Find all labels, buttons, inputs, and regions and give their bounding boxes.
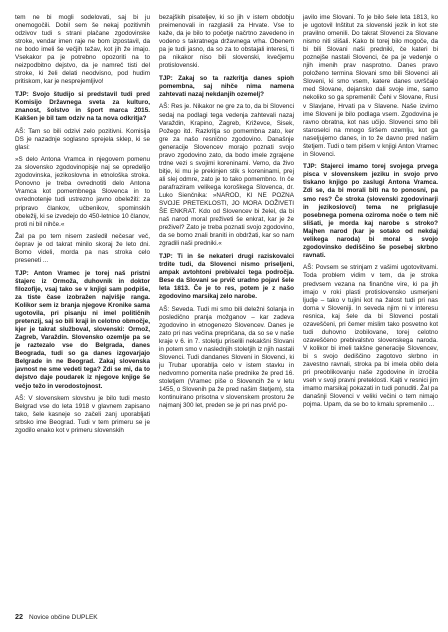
interview-question: TJP: Ti in še nekateri drugi raziskovalci trdite tudi, da Slovenci nismo priseljeni, ampak avtohtoni prebivalci tega področja. Bese da Slovani se prvič uradno pojavi šele leta 1813. Če je to res, potem je z našo zgodovino marsikaj zelo narobe. <box>159 252 294 301</box>
interview-question: TJP: Stajerci imamo torej svojega prvega pisca v slovenskem jeziku in svojo prvo tiskano knjigo po zaslugi Antona Vramca. Zdi se, da bi morali biti na to ponosni, pa smo res? Če stroka (slovenski zgodovinarji in jezikoslovci) tema ne priglasuje posebnega pomena oziroma noče o tem nič slišati, je morda kaj narobe s stroko? Majhen narod (kar je sotako od nekdaj velikega naroda) bi moral s svojo zgodovinsko dediščino še posebej skrbno ravnati. <box>303 163 438 259</box>
interview-answer: javilo ime Slovani. To je bilo šele leta 1813, ko je ugotovil Inštitut za slovenski jezik in kot ste pravilno omenili. Do takrat Slovenci za Slovane nismo niti slišali. Kako bi torej bilo mogoče, da bi bili Slovani naši predniki, če kateri bi poznejše nastali Slovenci, če pa je vedenje o njih imenih prav nasprotno. Danes pravo položeno termina Slovani smo bili Slovenci ali Sloveni, ki smo vsem, katere danes uvrščajo med Slovane, dejansko dali svoje ime, samo nekoliko so ga spremenili: Čehi v Slovane, Rusi v Slavjane, Hrvati pa v Slavene. Naše izvirno ime Sloveni je bilo podlaga vsem. Zgodovina je ravno obratna, kot nas učijo. Slovenci smo bili staroselci na mnogo širšem ozemlju, kot ga naseljujemo danes, in to že davno pred našim štetjem. Tudi o tem pišem v knjigi Anton Vramec in Slovenci. <box>303 14 438 158</box>
interview-answer: Žal pa po tem nisem zasledil nečesar več, čeprav je od takrat minilo skoraj že leto dni. Bomo videli, morda pa nas stroka celo preseneti ... <box>15 233 150 265</box>
interview-answer: AŠ: Res je. Nikakor ne gre za to, da bi Slovenci sedaj na podlagi tega vedenja zahtevali nazaj Varaždin, Krapino, Zagreb, Križevce, Sisek, Požego itd. Razkritja so pomembna zato, ker gre za našo resnično zgodovino. Današnje generacije Slovencev morajo poznati svojo pravo zgodovino zato, da bodo imele zgrajene trdne vezi s svojimi koreninami. Vemo, da živo bitje, ki mu je prekinjen stik s koreninami, prej ali slej odmre, zato je to tako pomembno. In če parafraziram velikega koroškega Slovenca, dr. Luko Sienčnika: »NAROD, KI NE POZNA SVOJE PRETEKLOSTI, JO MORA DOŽIVETI ŠE ENKRAT. Kdo od Slovencev bi želel, da bi naš narod moral preživeti še enkrat, kar je že preživel? Zato je treba poznati svojo zgodovino, da se bomo znali braniti in obdržati, kar so nam zgradili naši predniki.« <box>159 103 294 248</box>
publication-name: Novice občine DUPLEK <box>29 614 98 621</box>
interview-answer: AŠ: V slovenskem slovstvu je bilo tudi mesto Belgrad vse do leta 1918 v glavnem zapisano tako, šele kasneje so začeli zanj uporabljati srbsko ime Beograd. Tudi v tem primeru se je zgodilo enako kot v primeru slovenskih <box>15 395 150 435</box>
interview-answer: AŠ: Povsem se strinjam z vašimi ugotovitvami. Toda problem vidim v tem, da je stroka predvsem vezana na finančne vire, ki pa jih imajo v roki plasti protislovensko usmerjeni ljudje – tako v tujini kot na žalost tudi pri nas doma v Sloveniji. In seveda njim ni v interesu resnica, kaj šele da bi Slovenci postali ozaveščeni, pri čemer mislim tako posvetno kot tudi duhovno izobilovane, torej celotno ozaveščeno prebivalstvo slovenskega naroda. V kolikor bi imeli takšne generacije Slovencev, bi s svojo dediščino zagotovo skrbno in zavestno ravnali, stroka pa bi imela obilo dela pri preoblikovanju naše zgodovine in izročila vseh v svoji pravni preteklosti. Kajti v resnici jim imamo marsikaj pokazati in tudi ponuditi. Žal pa današnji Slovenci v veliki večini o tem nimajo pojma. Upam, da se bo to kmalu spremenilo ... <box>303 264 438 409</box>
page-footer <box>15 612 98 621</box>
column-2 <box>159 14 294 606</box>
interview-answer: AŠ: Seveda. Tudi mi smo bili deležni šolanja in posledično pranja možganov – kar zadeva zgodovino in etnogenezo Slovencev. Danes je zato pri nas večina prepričana, da so se v naše kraje v 6. in 7. stoletju priselili nekakšni Slovani in potem smo v naslednjih stoletjih iz njih nastali Slovenci. Tudi dandanes Sloveni in Slovenci, ki ju Trubar uporablja celo v istem stavku in nedvomno pomenita naše prednike že pred 16. stoletjem (Vramec piše o Slovencih že v letu 1455, o Slovenih pa že pred našim štetjem), sta kontinuirano prisotna v slovenskem prostoru že najmanj 300 let, preden se je pri nas prvič po- <box>159 305 294 410</box>
interview-question: TJP: Zakaj so ta razkritja danes spioh pomembna, saj nihče nima namena zahtevati nazaj nekdanjih ozemelj? <box>159 74 294 98</box>
interview-question: TJP: Anton Vramec je torej naš pristni štajerc iz Ormoža, duhovnik in doktor filozofije, vsaj tako se v knjigi sam podpiše, za tiste čase izobražen najvišje ranga. Kolikor sem iz branja njegove Kronike sama ugotovila, pri pisanju ni imel političnih pretenzij, saj so bili kraji in celotno območje, kjer je takrat služboval, slovenski: Ormož, Zagreb, Varaždin. Slovensko ozemlje pa se je raztezalo vse do Belgrada, danes Beograda, tudi so ga danes izgovarjajo Belgrade in ne Beograd. Zakaj slovenska javnost ne sme vedeti tega? Zdi se mi, da to dejstvo daje poudarek iz njegove knjige še večjo težo in verodostojnost. <box>15 269 150 390</box>
article-columns <box>15 14 438 606</box>
interview-answer: AŠ: Tam so bili odzivi zelo pozitivni. Komisija DS je nazadnje soglasno sprejela sklep, ki se glasi: <box>15 127 150 151</box>
interview-question: TJP: Svojo študijo si predstavil tudi pred Komisijo Državnega sveta za kulturo, znanost, šolstvo in šport marca 2015. Kakšen je bil tam odziv na ta nova odkritja? <box>15 90 150 123</box>
page-number: 22 <box>15 612 23 621</box>
column-1 <box>15 14 150 606</box>
interview-answer: »S delo Antona Vramca in njegovem pomenu za slovensko zgodovinopisje naj se opredelijo zgodovinska, jezikoslovna in etnološka stroka. Ponovno je treba ovrednotiti delo Antona Vramca kot pomembnega Slovenca in to ovrednotenje tudi ustrezno javno obeležiti: za pripravo člankov, učbenikov, spominskih obeležij, ki se izvedejo do 450-letnice 10 članov, proti ni bil nihče.« <box>15 156 150 228</box>
interview-answer: tem ne bi mogli sodelovati, saj bi ju onemogočili. Dobil sem še nekaj pozitivnih odzivov tudi s strani plačane zgodovinske stroke, vendar imen raje ne bom izpostavil, da ne bodo imeli še večjih težav, kot jih že imajo. Vsekakor pa je potrebno opozoriti na to neizpodbitno dejstvo, da je namreč tisti del stroke, ki želi delati neodvisno, pod hudim pritiskom, kar je nesprejemljivo! <box>15 14 150 86</box>
interview-answer: bezajških pisateljev, ki so jih v istem obdobju preimenovali in razglasili za Hrvate. Vse to kaže, da je bilo to početje načrtno zavedeno in vodeno s takratnega državnega vrha. Obenem pa je tudi jasno, da so za to obstajali interesi, ti pa nikakor niso bili slovenski, kvečjemu protislovenski. <box>159 14 294 70</box>
column-3 <box>303 14 438 606</box>
